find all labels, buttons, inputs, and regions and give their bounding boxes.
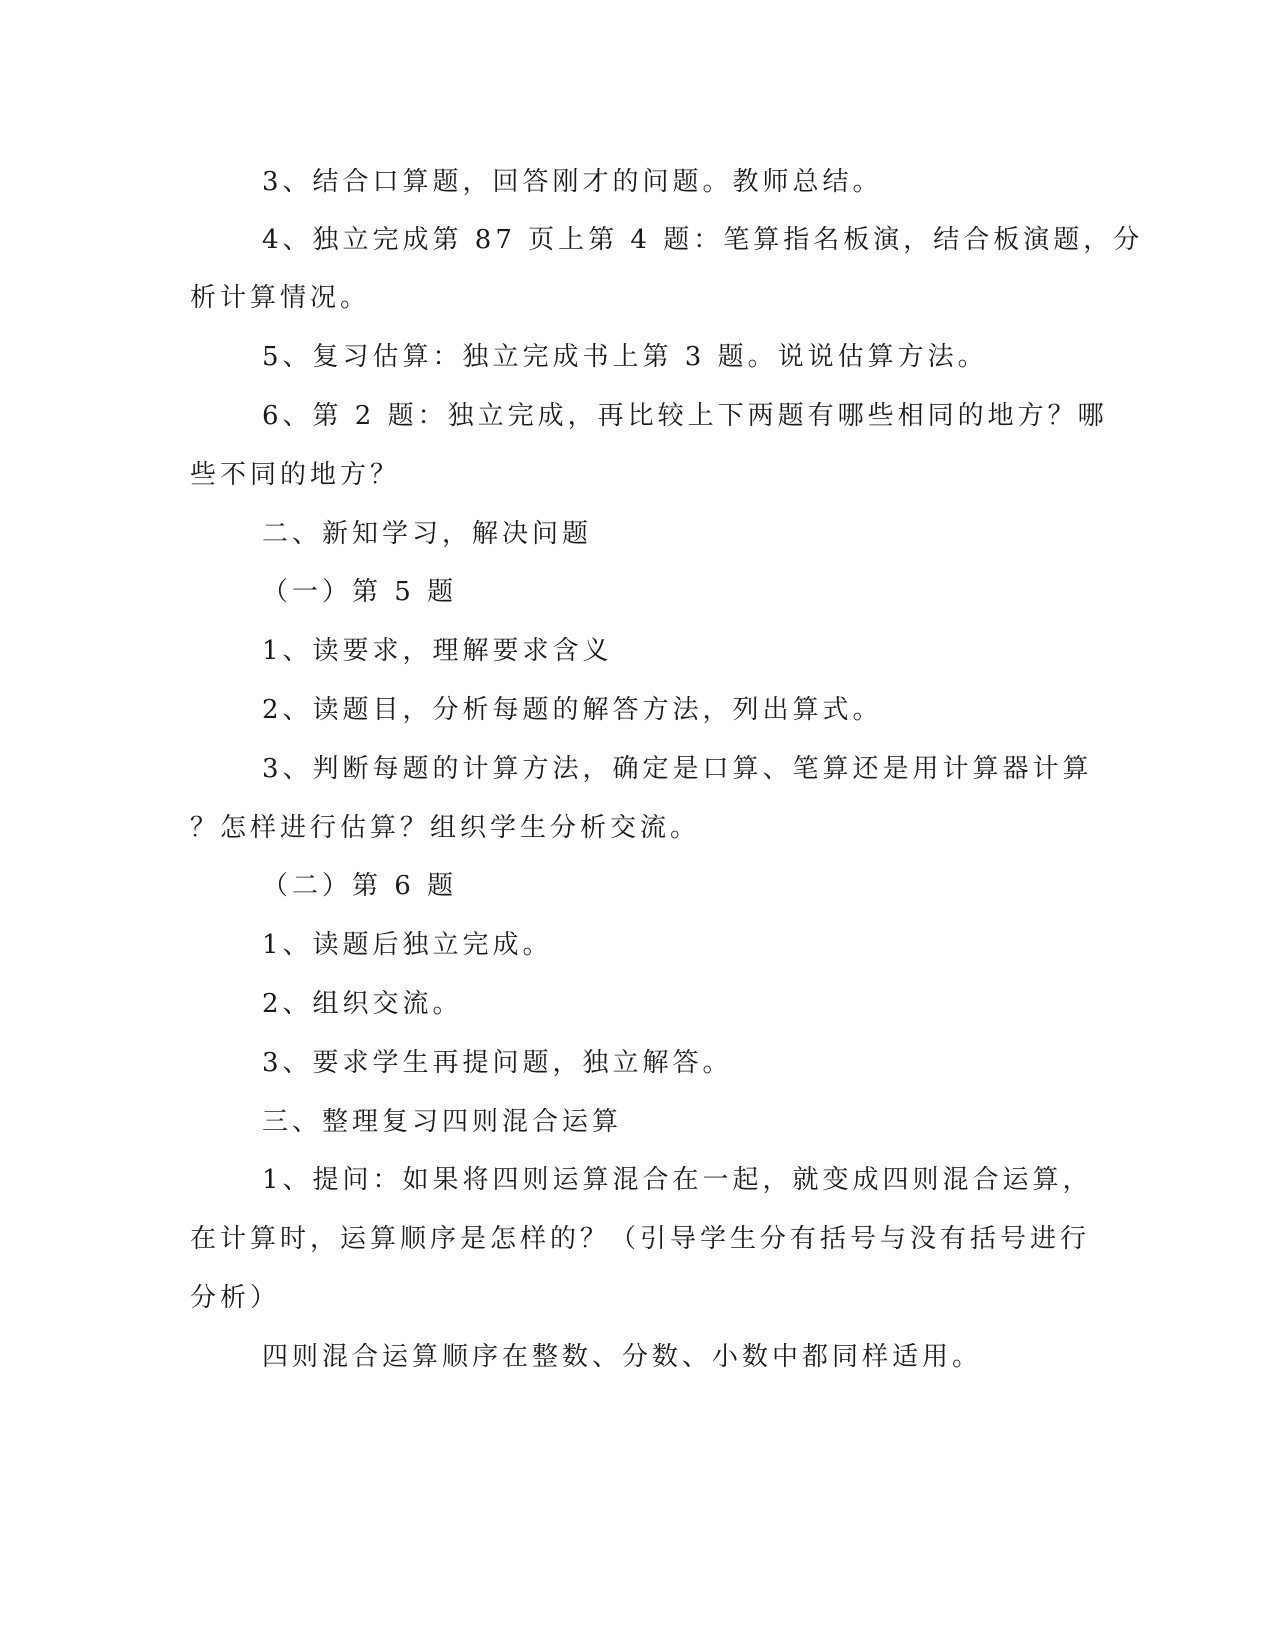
paragraph-line: 些不同的地方？ [190, 460, 401, 490]
paragraph-line: 3、要求学生再提问题，独立解答。 [262, 1048, 733, 1078]
subsection-heading: （二）第 6 题 [262, 871, 458, 901]
paragraph-line: 1、提问：如果将四则运算混合在一起，就变成四则混合运算， [262, 1165, 1093, 1195]
paragraph-line: 1、读要求，理解要求含义 [262, 636, 613, 666]
paragraph-line: 1、读题后独立完成。 [262, 930, 553, 960]
paragraph-line: 6、第 2 题：独立完成，再比较上下两题有哪些相同的地方？哪 [262, 401, 1108, 431]
paragraph-line: 四则混合运算顺序在整数、分数、小数中都同样适用。 [262, 1342, 983, 1372]
paragraph-line: 析计算情况。 [190, 283, 371, 313]
paragraph-line: 分析） [190, 1283, 281, 1313]
paragraph-line: 5、复习估算：独立完成书上第 3 题。说说估算方法。 [262, 342, 988, 372]
paragraph-line: 在计算时，运算顺序是怎样的？（引导学生分有括号与没有括号进行 [190, 1224, 1091, 1254]
paragraph-line: 3、判断每题的计算方法，确定是口算、笔算还是用计算器计算 [262, 754, 1093, 784]
paragraph-line: 3、结合口算题，回答刚才的问题。教师总结。 [262, 167, 883, 197]
paragraph-line: 2、组织交流。 [262, 989, 463, 1019]
section-heading: 三、整理复习四则混合运算 [262, 1107, 623, 1137]
paragraph-line: 2、读题目，分析每题的解答方法，列出算式。 [262, 695, 883, 725]
paragraph-line: 4、独立完成第 87 页上第 4 题：笔算指名板演，结合板演题，分 [262, 225, 1144, 255]
paragraph-line: ？怎样进行估算？组织学生分析交流。 [190, 813, 701, 843]
section-heading: 二、新知学习，解决问题 [262, 519, 593, 549]
subsection-heading: （一）第 5 题 [262, 577, 458, 607]
